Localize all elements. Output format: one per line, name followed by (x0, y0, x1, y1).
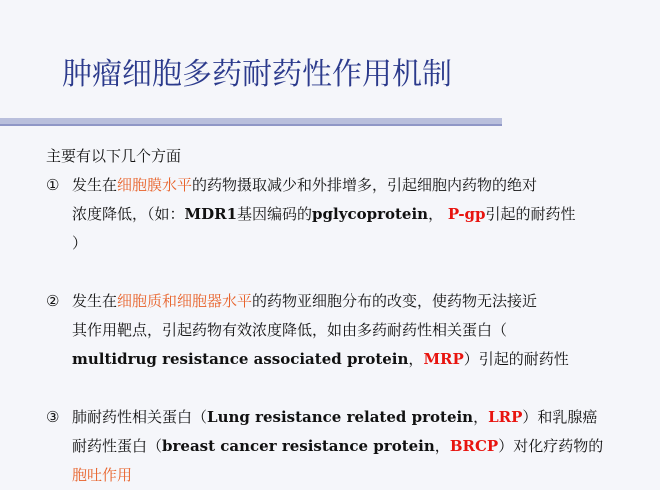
item-2-protein: multidrug resistance associated protein (72, 350, 409, 368)
item-1-text: 浓度降低，（如： (72, 205, 185, 223)
item-1-abbrev: P-gp (447, 205, 486, 223)
item-1-text: 引起的耐药性 (485, 205, 576, 223)
item-1-line-1 (46, 171, 646, 200)
intro-line: 主要有以下几个方面 (46, 147, 182, 165)
item-3-text: ， (473, 408, 489, 426)
item-3-highlight: 胞吐作用 (72, 466, 133, 484)
item-3-protein-bcrp: breast cancer resistance protein (162, 437, 435, 455)
item-3-text: 肺耐药性相关蛋白（ (72, 408, 208, 426)
item-2-line-3 (46, 345, 646, 374)
spacer (46, 258, 646, 287)
item-3-text: ）对化疗药物的 (498, 437, 604, 455)
item-1-gene: MDR1 (184, 205, 238, 223)
title-underline-dark (0, 124, 502, 126)
item-2-line-2 (46, 316, 646, 345)
item-3-text: 耐药性蛋白（ (72, 437, 163, 455)
slide-title: 肿瘤细胞多药耐药性作用机制 (62, 57, 452, 92)
item-2-abbrev: MRP (423, 350, 464, 368)
item-3-line-1 (46, 403, 646, 432)
item-2-line-1 (46, 287, 646, 316)
item-1-text: 发生在 (72, 176, 118, 194)
item-1-number: ① (46, 176, 60, 194)
item-1-text: ） (72, 234, 88, 252)
item-3-abbrev-bcrp: BRCP (449, 437, 499, 455)
item-1-text: 的药物摄取减少和外排增多，引起细胞内药物的绝对 (192, 176, 538, 194)
item-3-number: ③ (46, 408, 60, 426)
item-2-highlight: 细胞质和细胞器水平 (117, 292, 253, 310)
item-1-highlight: 细胞膜水平 (117, 176, 193, 194)
item-2-text: ）引起的耐药性 (463, 350, 569, 368)
item-1-text: 基因编码的 (237, 205, 313, 223)
item-3-line-3 (46, 461, 646, 490)
item-3-protein-lrp: Lung resistance related protein (207, 408, 474, 426)
spacer (46, 374, 646, 403)
item-3-text: ）和乳腺癌 (522, 408, 598, 426)
item-2-text: 其作用靶点，引起药物有效浓度降低，如由多药耐药性相关蛋白（ (72, 321, 508, 339)
item-1-protein: pglycoprotein (312, 205, 429, 223)
item-1-line-2 (46, 200, 646, 229)
item-3-line-2 (46, 432, 646, 461)
slide-body (46, 142, 646, 490)
item-2-text: 发生在 (72, 292, 118, 310)
item-3-abbrev-lrp: LRP (488, 408, 523, 426)
item-3-text: ， (434, 437, 450, 455)
item-1-text: ， (428, 205, 444, 223)
item-2-number: ② (46, 292, 60, 310)
item-1-line-3 (46, 229, 646, 258)
item-2-text: ， (408, 350, 424, 368)
item-2-text: 的药物亚细胞分布的改变，使药物无法接近 (252, 292, 538, 310)
